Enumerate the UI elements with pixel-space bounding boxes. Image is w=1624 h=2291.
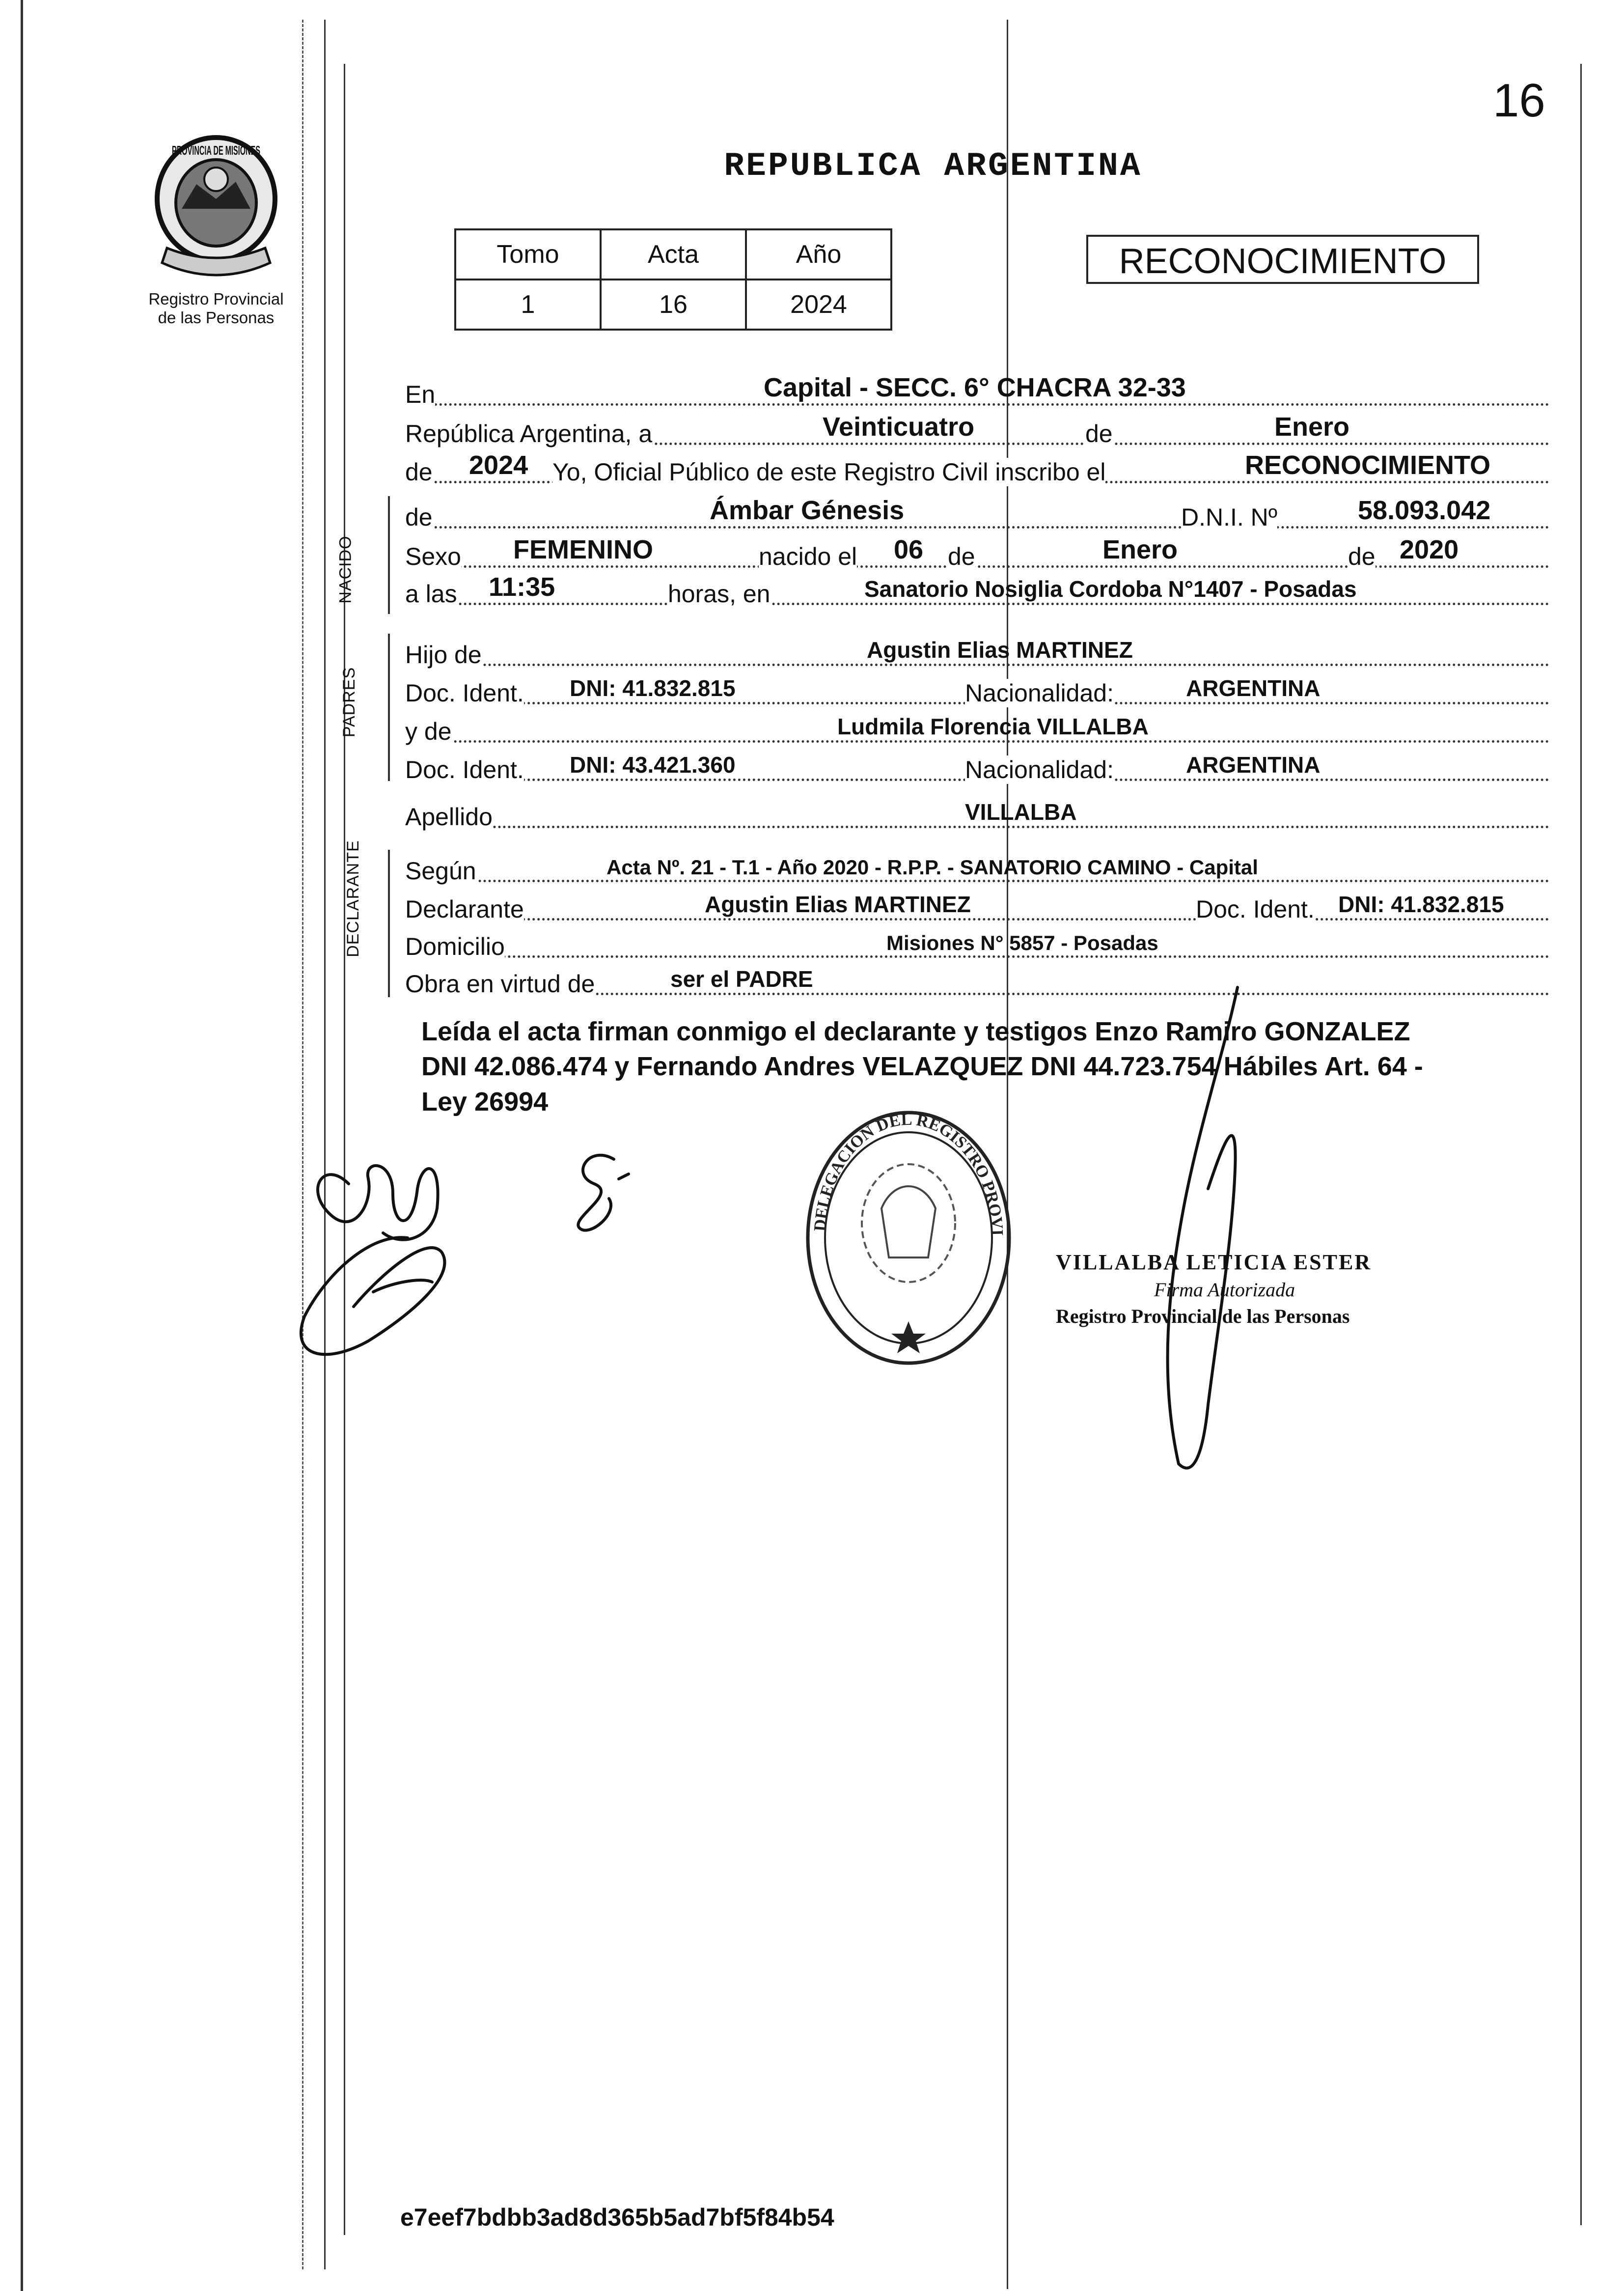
row-republica xyxy=(405,413,1549,451)
page-number: 16 xyxy=(1493,74,1545,127)
row-en xyxy=(405,373,1549,412)
y-de-label: y de xyxy=(405,718,452,745)
act-type-box: RECONOCIMIENTO xyxy=(1086,235,1479,284)
a-las-label: a las xyxy=(405,580,457,608)
sexo-label: Sexo xyxy=(405,543,461,570)
anio-header: Año xyxy=(746,229,891,279)
dotted-line xyxy=(405,918,1549,921)
de-label: de xyxy=(948,543,975,570)
authority-signature xyxy=(1149,982,1277,1483)
dotted-line xyxy=(405,664,1549,666)
day-value: Veinticuatro xyxy=(823,412,975,442)
name-value: Ámbar Génesis xyxy=(710,496,905,525)
obra-value: ser el PADRE xyxy=(670,966,813,992)
anio-value: 2024 xyxy=(746,279,891,330)
place-value: Sanatorio Nosiglia Cordoba N°1407 - Posadas xyxy=(864,576,1357,602)
father-name: Agustin Elias MARTINEZ xyxy=(867,637,1133,663)
authority-office: Registro Provincial de las Personas xyxy=(1056,1305,1350,1328)
obra-label: Obra en virtud de xyxy=(405,970,595,998)
dni-label: D.N.I. Nº xyxy=(1181,503,1278,531)
segun-label: Según xyxy=(405,857,476,885)
stamp-text: DELEGACION DEL REGISTRO PROVI xyxy=(811,1110,1007,1236)
row-hora xyxy=(405,573,1549,611)
row-hijo xyxy=(405,634,1549,672)
registry-stamp xyxy=(796,1100,1021,1375)
nacido-bracket xyxy=(388,496,390,614)
row-domicilio xyxy=(405,925,1549,964)
dotted-line xyxy=(405,880,1549,882)
segun-value: Acta Nº. 21 - T.1 - Año 2020 - R.P.P. - SANATORIO CAMINO - Capital xyxy=(606,856,1258,879)
decl-doc-value: DNI: 41.832.815 xyxy=(1338,892,1504,917)
declarante-label: Declarante xyxy=(405,895,524,923)
record-table xyxy=(454,228,892,331)
dni-value: 58.093.042 xyxy=(1358,496,1491,525)
row-sexo xyxy=(405,535,1549,574)
hijo-label: Hijo de xyxy=(405,641,482,669)
declarant-signature xyxy=(301,1237,444,1354)
mother-doc: DNI: 43.421.360 xyxy=(570,752,736,778)
tomo-value: 1 xyxy=(455,279,601,330)
dotted-line xyxy=(405,955,1549,958)
misiones-seal-logo xyxy=(142,125,290,287)
row-mother-doc xyxy=(405,749,1549,787)
mother-nationality: ARGENTINA xyxy=(1186,752,1321,778)
de-label: de xyxy=(1085,420,1113,447)
sexo-value: FEMENINO xyxy=(513,535,654,564)
birth-day: 06 xyxy=(894,535,924,564)
closing-line3: Ley 26994 xyxy=(421,1087,549,1117)
row-declarante xyxy=(405,888,1549,926)
dotted-line xyxy=(405,603,1549,605)
closing-line2: DNI 42.086.474 y Fernando Andres VELAZQUEZ DNI 44.723.754 Hábiles Art. 64 - xyxy=(421,1052,1423,1082)
left-margin-line xyxy=(21,0,23,2291)
row-segun xyxy=(405,850,1549,888)
row-y-de xyxy=(405,710,1549,749)
svg-text:DELEGACION DEL REGISTRO PROVIN xyxy=(796,1100,1006,1236)
right-frame-line xyxy=(1580,64,1582,2225)
acta-value: 16 xyxy=(601,279,746,330)
birth-year: 2020 xyxy=(1400,535,1459,564)
dotted-line xyxy=(405,403,1549,406)
document-title: REPUBLICA ARGENTINA xyxy=(724,147,1142,185)
row-obra xyxy=(405,963,1549,1001)
de-label: de xyxy=(405,503,433,531)
declarante-bracket xyxy=(388,850,390,997)
dotted-line xyxy=(405,826,1549,828)
de-label: de xyxy=(1348,543,1376,570)
dotted-line xyxy=(405,526,1549,529)
seal-text: PROVINCIA DE MISIONES xyxy=(172,143,260,158)
row-apellido xyxy=(405,796,1549,834)
padres-bracket xyxy=(388,634,390,781)
father-doc: DNI: 41.832.815 xyxy=(570,675,736,701)
year-value: 2024 xyxy=(469,450,528,480)
acta-header: Acta xyxy=(601,229,746,279)
hora-value: 11:35 xyxy=(489,572,555,602)
inscribo-text: Yo, Oficial Público de este Registro Civil inscribo el xyxy=(552,458,1106,486)
witness-signature-1 xyxy=(318,1166,438,1240)
horas-label: horas, en xyxy=(668,580,771,608)
en-label: En xyxy=(405,381,436,408)
dotted-line xyxy=(405,740,1549,743)
tomo-header: Tomo xyxy=(455,229,601,279)
authority-name: VILLALBA LETICIA ESTER xyxy=(1056,1250,1372,1274)
nacionalidad-label: Nacionalidad: xyxy=(965,679,1114,707)
inscribo-value: RECONOCIMIENTO xyxy=(1245,450,1491,480)
nacido-el-label: nacido el xyxy=(759,543,857,570)
registry-label-line2: de las Personas xyxy=(158,308,275,327)
row-nombre xyxy=(405,496,1549,534)
decl-doc-label: Doc. Ident. xyxy=(1196,895,1315,923)
doc-label: Doc. Ident. xyxy=(405,756,524,783)
en-value: Capital - SECC. 6° CHACRA 32-33 xyxy=(764,373,1186,402)
row-inscribo xyxy=(405,451,1549,489)
de-label: de xyxy=(405,458,433,486)
month-value: Enero xyxy=(1274,412,1350,442)
birth-month: Enero xyxy=(1102,535,1178,564)
father-nationality: ARGENTINA xyxy=(1186,675,1321,701)
authority-role: Firma Autorizada xyxy=(1154,1279,1295,1301)
domicilio-value: Misiones N° 5857 - Posadas xyxy=(886,931,1158,954)
registry-label-line1: Registro Provincial xyxy=(148,290,284,308)
republica-label: República Argentina, a xyxy=(405,420,653,447)
document-hash: e7eef7bdbb3ad8d365b5ad7bf5f84b54 xyxy=(400,2204,834,2231)
doc-label: Doc. Ident. xyxy=(405,679,524,707)
row-father-doc xyxy=(405,672,1549,710)
apellido-label: Apellido xyxy=(405,803,493,831)
closing-line1: Leída el acta firman conmigo el declarante y testigos Enzo Ramiro GONZALEZ xyxy=(421,1017,1410,1046)
dotted-line xyxy=(405,565,1549,568)
signatures xyxy=(295,1130,668,1405)
domicilio-label: Domicilio xyxy=(405,933,505,960)
registry-label xyxy=(128,290,304,327)
nacionalidad-label: Nacionalidad: xyxy=(965,756,1114,783)
declarante-value: Agustin Elias MARTINEZ xyxy=(705,892,971,917)
witness-signature-2 xyxy=(578,1155,629,1230)
apellido-value: VILLALBA xyxy=(965,799,1077,825)
mother-name: Ludmila Florencia VILLALBA xyxy=(837,714,1149,739)
